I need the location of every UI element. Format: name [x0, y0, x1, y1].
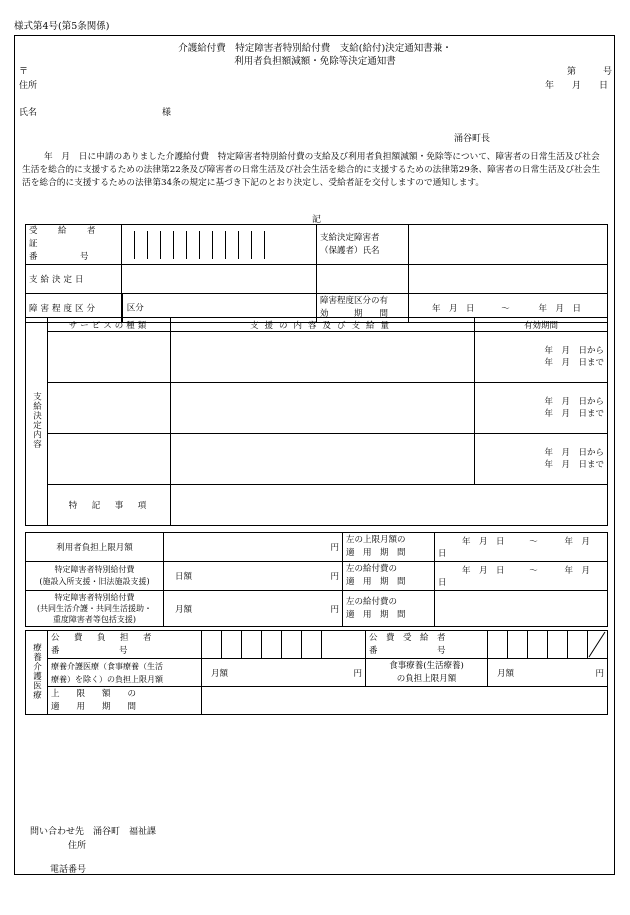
meal-limit-label: 食事療養(生活療養) の負担上限月額 [366, 659, 488, 687]
facility-period-value[interactable]: 年 月 日 〜 年 月 日 [435, 562, 608, 591]
form-number-label: 様式第4号(第5条関係) [14, 21, 110, 32]
payer-number-label: 公 費 負 担 者 番 号 [48, 631, 202, 659]
issuer-label: 涌谷町長 [454, 134, 491, 144]
validity-cell[interactable]: 年 月 日から 年 月 日まで [475, 332, 608, 383]
medical-limit-label: 療養介護医療（食事療養（生活 療養）を除く）の負担上限月額 [48, 659, 202, 687]
validity-period-value[interactable]: 年 月 日 〜 年 月 日 [409, 294, 608, 323]
notes-label: 特 記 事 項 [48, 485, 171, 526]
notes-value[interactable] [171, 485, 608, 526]
decision-date-label: 支給決定日 [26, 265, 122, 294]
limit-period-label: 上 限 額 の 適 用 期 間 [48, 687, 202, 715]
service-type-cell[interactable] [48, 383, 171, 434]
validity-cell[interactable]: 年 月 日から 年 月 日まで [475, 434, 608, 485]
burden-limit-value[interactable]: 円 [164, 533, 343, 562]
document-title-line2: 利用者負担額減額・免除等決定通知書 [234, 56, 396, 67]
burden-limit-label: 利用者負担上限月額 [26, 533, 164, 562]
burden-period-value[interactable]: 年 月 日 〜 年 月 日 [435, 533, 608, 562]
decision-person-label: 支給決定障害者 （保護者）氏名 [317, 225, 409, 265]
validity-header: 有効期間 [475, 318, 608, 332]
body-paragraph: 年 月 日に申請のありました介護給付費 特定障害者特別給付費の支給及び利用者負担額減額・免除等について、障害者の日常生活及び社会生活を総合的に支援するための法律第22条及び障害者の日常生活及び社会生活を総合的に支援するための法律第29条、障害者の日常生活及び社会生活を総合的に支援するための法律第34条の規定に基づき下記のとおり決定し、受給者証を交付しますので通知します。 [22, 152, 601, 188]
medical-side-label: 療養介護医療 [26, 631, 48, 715]
recipient-info-table [25, 224, 608, 323]
disability-level-label: 障害程度区分 [26, 294, 122, 323]
decision-date-value[interactable] [122, 265, 317, 294]
group-benefit-value[interactable]: 月額 円 [164, 591, 343, 627]
facility-benefit-value[interactable]: 日額 円 [164, 562, 343, 591]
medical-care-table [25, 630, 608, 715]
service-type-header: サービスの種類 [48, 318, 171, 332]
service-content-cell[interactable] [171, 383, 475, 434]
service-content-table [25, 317, 608, 526]
receiver-number-label: 公 費 受 給 者 番 号 [366, 631, 488, 659]
validity-cell[interactable]: 年 月 日から 年 月 日まで [475, 383, 608, 434]
address-label: 住所 [19, 81, 38, 91]
group-benefit-label: 特定障害者特別給付費 (共同生活介護・共同生活援助・ 重度障害者等包括支援) [26, 591, 164, 627]
service-side-label: 支給決定内容 [26, 318, 48, 526]
service-type-cell[interactable] [48, 332, 171, 383]
contact-label: 問い合わせ先 涌谷町 福祉課 [30, 827, 157, 837]
service-type-cell[interactable] [48, 434, 171, 485]
limit-period-value[interactable] [202, 687, 608, 715]
decision-person-value[interactable] [409, 225, 608, 265]
receiver-number-boxes[interactable] [488, 631, 608, 659]
facility-benefit-label: 特定障害者特別給付費 (施設入所支援・旧法施設支援) [26, 562, 164, 591]
group-period-value[interactable] [435, 591, 608, 627]
contact-phone-label: 電話番号 [50, 865, 87, 875]
facility-period-label: 左の給付費の 適 用 期 間 [343, 562, 435, 591]
burden-limit-table [25, 532, 608, 627]
medical-limit-value[interactable]: 月額 円 [202, 659, 366, 687]
recipient-number-boxes[interactable] [122, 225, 317, 265]
service-content-cell[interactable] [171, 332, 475, 383]
service-content-header: 支援の内容及び支給量 [171, 318, 475, 332]
contact-address-label: 住所 [68, 841, 87, 851]
diagonal-slash [587, 631, 607, 658]
payer-number-boxes[interactable] [202, 631, 366, 659]
recipient-number-label: 受 給 者 証 番 号 [26, 225, 122, 265]
ki-label: 記 [312, 215, 322, 225]
service-content-cell[interactable] [171, 434, 475, 485]
postal-mark: 〒 [19, 67, 29, 77]
meal-limit-value[interactable]: 月額 円 [488, 659, 608, 687]
name-label: 氏名 [19, 108, 38, 118]
burden-period-label: 左の上限月額の 適 用 期 間 [343, 533, 435, 562]
group-period-label: 左の給付費の 適 用 期 間 [343, 591, 435, 627]
validity-period-label: 障害程度区分の有 効 期 間 [317, 294, 409, 323]
document-title-line1: 介護給付費 特定障害者特別給付費 支給(給付)決定通知書兼・ [178, 43, 452, 54]
document-number-label: 第 号 [567, 67, 613, 77]
honorific-label: 様 [162, 108, 172, 118]
blank-cell [409, 265, 608, 294]
category-label: 区分 [126, 303, 144, 314]
blank-cell [317, 265, 409, 294]
document-date-label: 年 月 日 [545, 81, 609, 91]
